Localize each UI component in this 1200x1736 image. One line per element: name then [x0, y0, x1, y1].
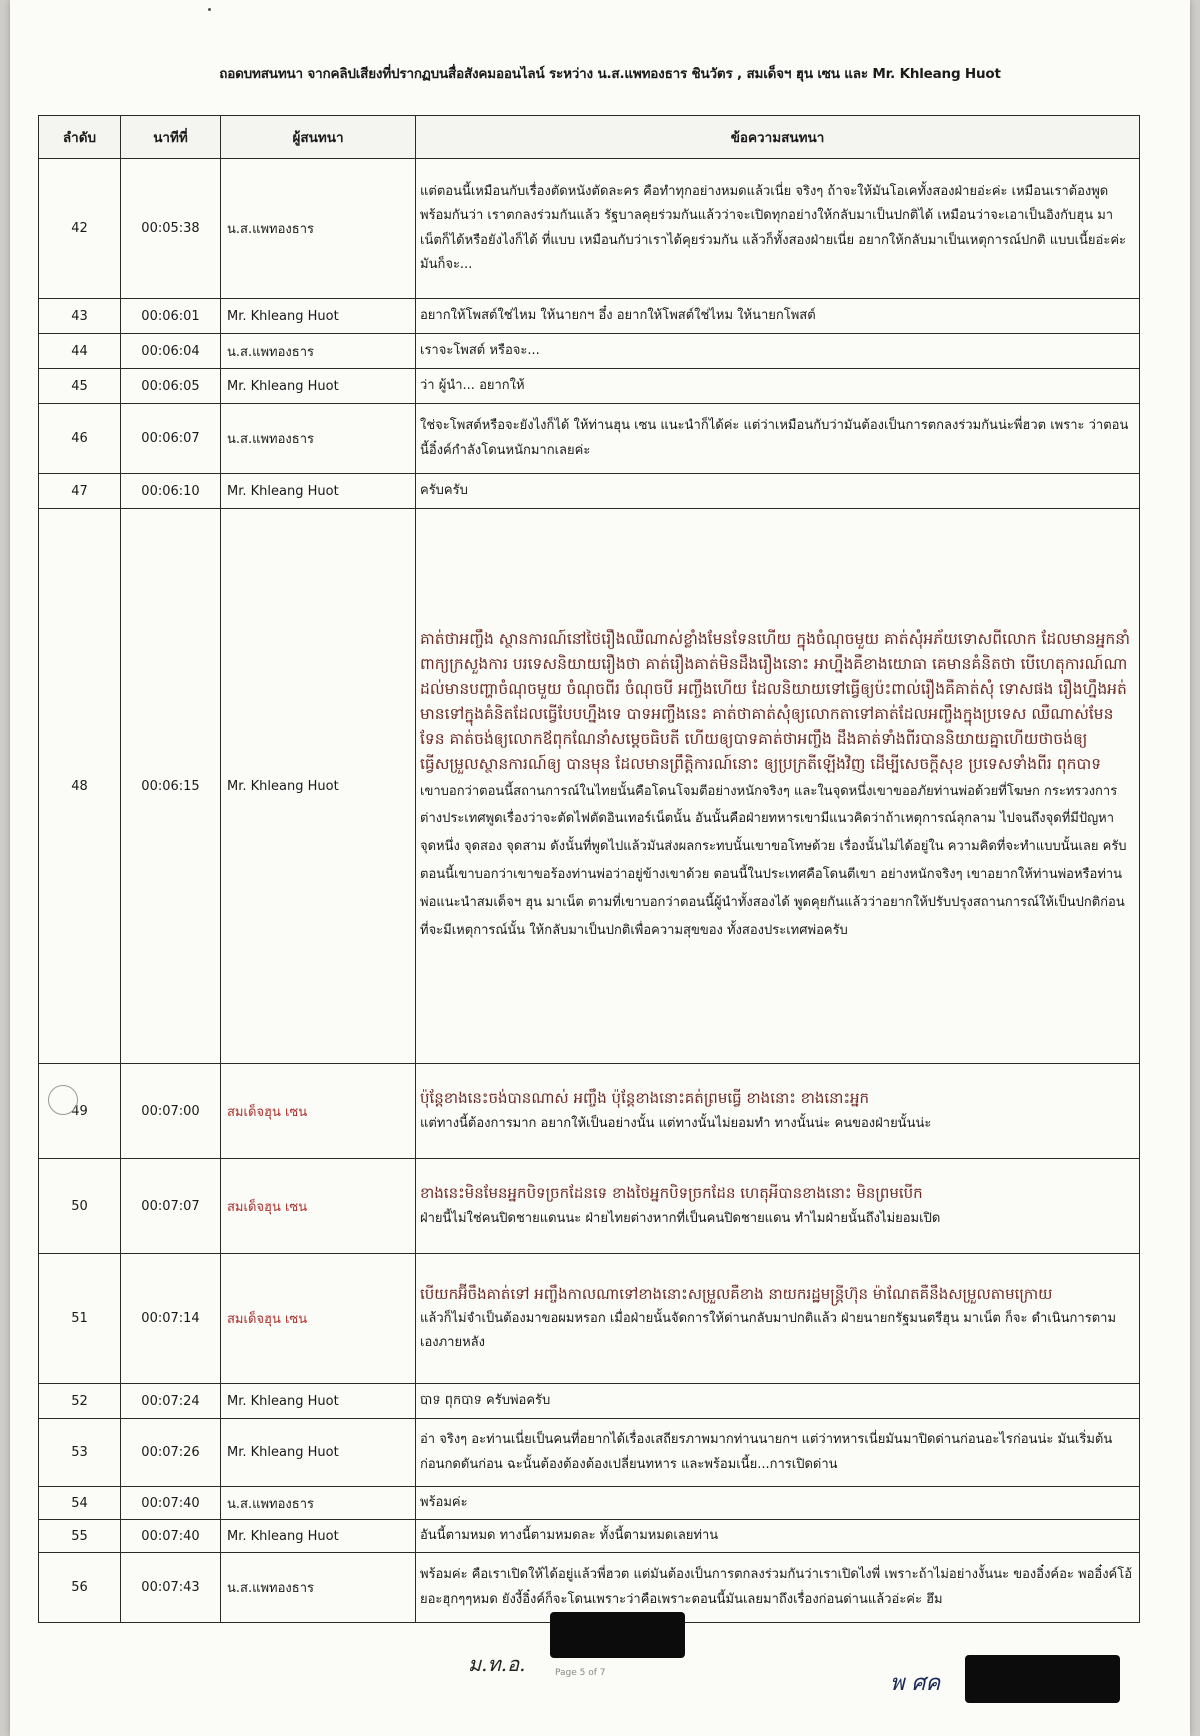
row-no: 49	[39, 1064, 121, 1159]
row-time: 00:06:04	[121, 334, 221, 369]
table-row	[39, 474, 1140, 509]
row-speaker: น.ส.แพทองธาร	[221, 334, 416, 369]
row-text: ครับครับ	[416, 474, 1140, 509]
row-no: 43	[39, 299, 121, 334]
header-no: ลำดับ	[39, 116, 121, 159]
punch-hole	[48, 1085, 78, 1115]
thai-translation-text: แล้วก็ไม่จำเป็นต้องมาขอผมหรอก เมื่อฝ่ายนั้นจัดการให้ด่านกลับมาปกติแล้ว ฝ่ายนายกรัฐมนตรีฮุน มาเน็ต ก็จะ ดำเนินการตามเองภายหลัง	[420, 1311, 1117, 1351]
table-row	[39, 509, 1140, 1064]
row-no: 53	[39, 1419, 121, 1487]
row-text: อ่า จริงๆ อะท่านเนี่ยเป็นคนที่อยากได้เรื่องเสถียรภาพมากท่านนายกฯ แต่ว่าทหารเนี่ยมันมาปิดด่านก่อนอะไรก่อนน่ะ มันเริ่มต้นก่อนกดดันก่อน ฉะนั้นต้องต้องต้องเปลี่ยนทหาร และพร้อมเนี้ย...การเปิดด่าน	[416, 1419, 1140, 1487]
row-speaker: สมเด็จฮุน เซน	[221, 1254, 416, 1384]
row-text-bilingual	[416, 1064, 1140, 1159]
table-row	[39, 369, 1140, 404]
row-no: 47	[39, 474, 121, 509]
khmer-original-text: ប៉ុន្តែខាងនេះចង់បានណាស់ អញ្ចឹង ប៉ុន្តែខាងនោះគត់ព្រមធ្វើ ខាងនោះ ខាងនោះអ្នក	[420, 1089, 870, 1108]
table-row	[39, 1159, 1140, 1254]
row-speaker: น.ส.แพทองธาร	[221, 1553, 416, 1623]
table-row	[39, 1419, 1140, 1487]
row-no: 42	[39, 159, 121, 299]
row-text: แต่ตอนนี้เหมือนกับเรื่องตัดหนังตัดละคร คือทำทุกอย่างหมดแล้วเนี่ย จริงๆ ถ้าจะให้มันโอเคทั้งสองฝ่ายอ่ะค่ะ เหมือนเราต้องพูดพร้อมกันว่า เราตกลงร่วมกันแล้ว รัฐบาลคุยร่วมกันแล้วว่าจะเปิดทุกอย่างให้กลับมาเป็นปกติได้ เหมือนว่าจะเอาเป็นอิงกับฮุน มาเน็ตก็ได้หรือยังไงก็ได้ ที่แบบ เหมือนกับว่าเราได้คุยร่วมกัน แล้วก็ทั้งสองฝ่ายเนี่ย อยากให้กลับมาเป็นเหตุการณ์ปกติ แบบเนี้ยอ่ะค่ะ มันก็จะ...	[416, 159, 1140, 299]
row-time: 00:07:40	[121, 1487, 221, 1520]
row-text-bilingual	[416, 1159, 1140, 1254]
signature: พ ศค	[890, 1671, 941, 1696]
row-time: 00:07:24	[121, 1384, 221, 1419]
row-speaker: Mr. Khleang Huot	[221, 369, 416, 404]
redaction-block	[965, 1655, 1120, 1703]
row-text: อันนี้ตามหมด ทางนี้ตามหมดละ ทั้งนี้ตามหมดเลยท่าน	[416, 1520, 1140, 1553]
document-title: ถอดบทสนทนา จากคลิปเสียงที่ปรากฏบนสื่อสังคมออนไลน์ ระหว่าง น.ส.แพทองธาร ชินวัตร , สมเด็จฯ ฮุน เซน และ Mr. Khleang Huot	[219, 66, 1001, 82]
row-no: 56	[39, 1553, 121, 1623]
row-no: 50	[39, 1159, 121, 1254]
row-no: 46	[39, 404, 121, 474]
redaction-block	[550, 1612, 685, 1658]
row-no: 52	[39, 1384, 121, 1419]
table-row	[39, 1064, 1140, 1159]
row-speaker: Mr. Khleang Huot	[221, 1520, 416, 1553]
row-no: 48	[39, 509, 121, 1064]
transcript-table	[38, 115, 1140, 1623]
row-text: พร้อมค่ะ คือเราเปิดให้ได้อยู่แล้วพี่ฮวต แต่มันต้องเป็นการตกลงร่วมกันว่าเราเปิดไงพี่ เพราะถ้าไม่อย่างงั้นนะ ของอิ๋งค์อะ พออิ๋งค์โอ้ยอะฮุกๆๆหมด ยังงี้อิ๋งค์ก็จะโดนเพราะว่าคือเพราะตอนนี้มันเลยมาถึงเรื่องก่อนด่านแล้วอ่ะค่ะ ฮึม	[416, 1553, 1140, 1623]
header-text: ข้อความสนทนา	[416, 116, 1140, 159]
row-no: 55	[39, 1520, 121, 1553]
table-row	[39, 404, 1140, 474]
thai-translation-text: แต่ทางนี้ต้องการมาก อยากให้เป็นอย่างนั้น แต่ทางนั้นไม่ยอมทำ ทางนั้นน่ะ คนของฝ่ายนั้นน่ะ	[420, 1115, 932, 1131]
table-row	[39, 159, 1140, 299]
row-time: 00:07:14	[121, 1254, 221, 1384]
row-time: 00:07:26	[121, 1419, 221, 1487]
row-time: 00:07:07	[121, 1159, 221, 1254]
table-row	[39, 1384, 1140, 1419]
table-row	[39, 334, 1140, 369]
row-time: 00:07:40	[121, 1520, 221, 1553]
row-speaker: สมเด็จฮุน เซน	[221, 1159, 416, 1254]
row-text: ใช่จะโพสต์หรือจะยังไงก็ได้ ให้ท่านฮุน เซน แนะนำก็ได้ค่ะ แต่ว่าเหมือนกับว่ามันต้องเป็นการตกลงร่วมกันน่ะพี่ฮวต เพราะ ว่าตอนนี้อิ๋งค์กำลังโดนหนักมากเลยค่ะ	[416, 404, 1140, 474]
row-time: 00:07:43	[121, 1553, 221, 1623]
scan-dot	[208, 8, 211, 11]
header-speaker: ผู้สนทนา	[221, 116, 416, 159]
row-no: 51	[39, 1254, 121, 1384]
row-speaker: Mr. Khleang Huot	[221, 1419, 416, 1487]
row-time: 00:07:00	[121, 1064, 221, 1159]
initials-signature: ม.ท.อ.	[468, 1652, 526, 1676]
header-time: นาทีที่	[121, 116, 221, 159]
row-speaker: น.ส.แพทองธาร	[221, 404, 416, 474]
table-header-row	[39, 116, 1140, 159]
thai-translation-text: เขาบอกว่าตอนนี้สถานการณ์ในไทยนั้นคือโดนโจมตีอย่างหนักจริงๆ และในจุดหนึ่งเขาขออภัยท่านพ่อด้วยที่โฆษก กระทรวงการต่างประเทศพูดเรื่องว่าจะตัดไฟตัดอินเทอร์เน็ตนั้น อันนั้นคือฝ่ายทหารเขามีแนวคิดว่าถ้าเหตุการณ์ลุกลาม ไปจนถึงจุดที่มีปัญหา จุดหนึ่ง จุดสอง จุดสาม ดังนั้นที่พูดไปแล้วมันส่งผลกระทบนั้นเขาขอโทษด้วย เรื่องนั้นไม่ได้อยู่ใน ความคิดที่จะทำแบบนั้นเลย ครับ ตอนนี้เขาบอกว่าเขาขอร้องท่านพ่อว่าอยู่ข้างเขาด้วย ตอนนี้ในประเทศคือโดนตีเขา อย่างหนักจริงๆ เขาอยากให้ท่านพ่อหรือท่านพ่อแนะนำสมเด็จฯ ฮุน มาเน็ต ตามที่เขาบอกว่าตอนนี้ผู้นำทั้งสองได้ พูดคุยกันแล้วว่าอยากให้ปรับปรุงสถานการณ์ให้เป็นปกติก่อน ที่จะมีเหตุการณ์นั้น ให้กลับมาเป็นปกติเพื่อความสุขของ ทั้งสองประเทศพ่อครับ	[420, 783, 1127, 939]
row-text: อยากให้โพสต์ใช่ไหม ให้นายกฯ อึ๋ง อยากให้โพสต์ใช่ไหม ให้นายกโพสต์	[416, 299, 1140, 334]
document-page	[10, 0, 1190, 1736]
row-text: เราจะโพสต์ หรือจะ...	[416, 334, 1140, 369]
row-text: พร้อมค่ะ	[416, 1487, 1140, 1520]
row-text-bilingual	[416, 509, 1140, 1064]
row-time: 00:05:38	[121, 159, 221, 299]
row-speaker: น.ส.แพทองธาร	[221, 159, 416, 299]
row-speaker: Mr. Khleang Huot	[221, 474, 416, 509]
table-row	[39, 1254, 1140, 1384]
khmer-original-text: ខាងនេះមិនមែនអ្នកបិទច្រកដែនទេ ខាងថៃអ្នកបិទច្រកដែន ហេតុអីបានខាងនោះ មិនព្រមបើក	[420, 1184, 923, 1203]
row-speaker: น.ส.แพทองธาร	[221, 1487, 416, 1520]
row-speaker: Mr. Khleang Huot	[221, 299, 416, 334]
page-number: Page 5 of 7	[555, 1668, 606, 1678]
khmer-original-text: បើយកអ៊ីចឹងគាត់ទៅ អញ្ចឹងកាលណាទៅខាងនោះសម្រួលគឺខាង នាយករដ្ឋមន្ត្រីហ៊ុន ម៉ាណែតគឺនឹងសម្រួលតាមក្រោយ	[420, 1284, 1053, 1303]
row-text-bilingual	[416, 1254, 1140, 1384]
row-text: ว่า ผู้นำ... อยากให้	[416, 369, 1140, 404]
row-time: 00:06:15	[121, 509, 221, 1064]
row-speaker: Mr. Khleang Huot	[221, 1384, 416, 1419]
table-row	[39, 1520, 1140, 1553]
thai-translation-text: ฝ่ายนี้ไม่ใช่คนปิดชายแดนนะ ฝ่ายไทยต่างหากที่เป็นคนปิดชายแดน ทำไมฝ่ายนั้นถึงไม่ยอมเปิด	[420, 1210, 941, 1226]
row-text: បាទ ពុកបាទ ครับพ่อครับ	[416, 1384, 1140, 1419]
table-row	[39, 299, 1140, 334]
row-no: 54	[39, 1487, 121, 1520]
row-speaker: สมเด็จฮุน เซน	[221, 1064, 416, 1159]
row-time: 00:06:10	[121, 474, 221, 509]
row-speaker: Mr. Khleang Huot	[221, 509, 416, 1064]
row-no: 45	[39, 369, 121, 404]
row-no: 44	[39, 334, 121, 369]
table-row	[39, 1487, 1140, 1520]
row-time: 00:06:07	[121, 404, 221, 474]
khmer-original-text: គាត់ថាអញ្ចឹង ស្ថានការណ៍នៅថៃរឿងឈឺណាស់ខ្លាំងមែនទែនហើយ ក្នុងចំណុចមួយ គាត់សុំអភ័យទោសពីលោក ដែលមានអ្នកនាំពាក្យក្រសួងការ បរទេសនិយាយរឿងថា គាត់រឿងគាត់មិនដឹងរឿងនោះ អាហ្នឹងគឺខាងយោធា គេមានគំនិតថា បើហេតុការណ៍ណាដល់មានបញ្ហាចំណុចមួយ ចំណុចពីរ ចំណុចបី អញ្ចឹងហើយ ដែលនិយាយទៅធ្វើឲ្យប៉ះពាល់រឿងគឺគាត់សុំ ទោសផង រឿងហ្នឹងអត់មានទៅក្នុងគំនិតដែលធ្វើបែបហ្នឹងទេ បាទអញ្ចឹងនេះ គាត់ថាគាត់សុំឲ្យលោកតាទៅគាត់ដែលអញ្ចឹងក្នុងប្រទេស ឈឺណាស់មែន ទែន គាត់ចង់ឲ្យលោកឪពុកណែនាំសម្ដេចធិបតី ហើយឲ្យបាទគាត់ថាអញ្ចឹង ដឹងគាត់ទាំងពីរបាននិយាយគ្នាហើយថាចង់ឲ្យធ្វើសម្រួលស្ថានការណ៍ឲ្យ បានមុន ដែលមានព្រឹត្តិការណ៍នោះ ឲ្យប្រក្រតីឡើងវិញ ដើម្បីសេចក្ដីសុខ ប្រទេសទាំងពីរ ពុកបាទ	[420, 629, 1131, 774]
row-time: 00:06:05	[121, 369, 221, 404]
row-time: 00:06:01	[121, 299, 221, 334]
